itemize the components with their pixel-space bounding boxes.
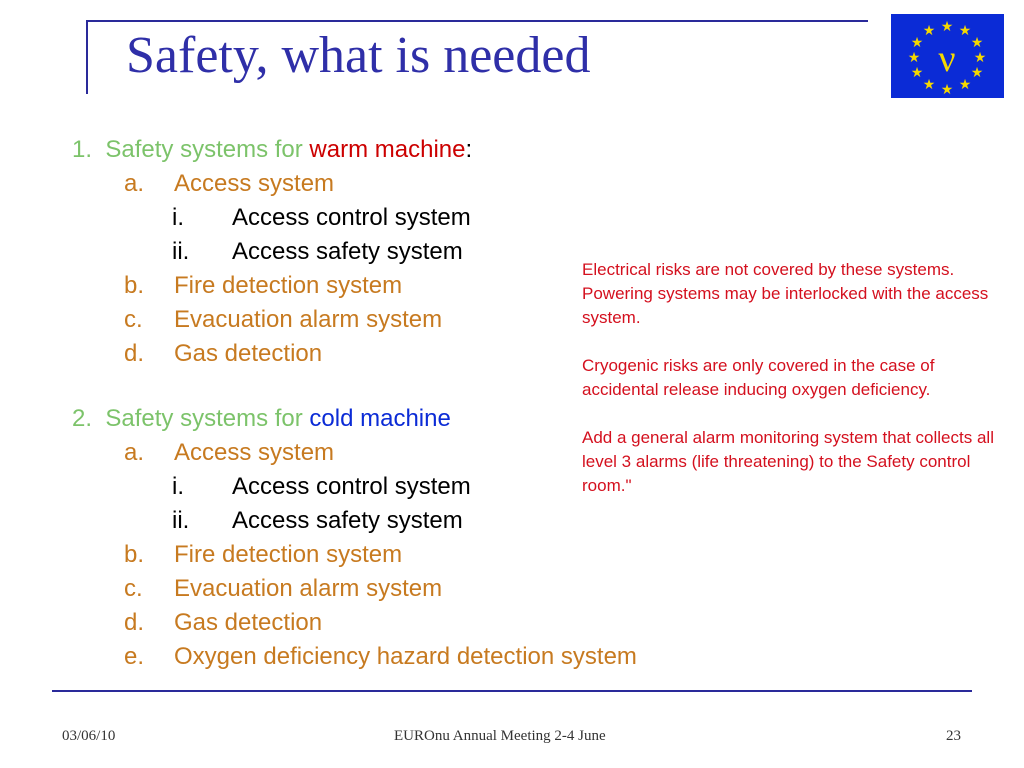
section2-item-e: e. Oxygen deficiency hazard detection system — [124, 643, 637, 670]
title-vertical-rule — [86, 20, 88, 94]
footer-rule — [52, 690, 972, 692]
footer-date: 03/06/10 — [62, 728, 116, 744]
footer-event: EUROnu Annual Meeting 2-4 June — [394, 728, 606, 744]
title-horizontal-rule — [86, 20, 868, 22]
section1-item-a-i: i. Access control system — [172, 204, 471, 231]
section1-item-d: d. Gas detection — [124, 340, 323, 367]
star-icon: ★ — [922, 22, 936, 38]
section2-number: 2. — [72, 405, 93, 432]
section2-item-c: c. Evacuation alarm system — [124, 575, 443, 602]
section2-item-a: a. Access system — [124, 439, 335, 466]
section2-item-b: b. Fire detection system — [124, 541, 403, 568]
star-icon: ★ — [940, 18, 954, 34]
star-icon: ★ — [970, 34, 984, 50]
star-icon: ★ — [910, 64, 924, 80]
risk-note-electrical: Electrical risks are not covered by these systems. Powering systems may be interlocked with the access system. — [582, 260, 989, 327]
section1-highlight: warm machine — [309, 136, 466, 163]
section1-number: 1. — [72, 136, 93, 163]
slide-title: Safety, what is needed — [126, 27, 591, 84]
footer-page-number: 23 — [946, 728, 961, 744]
star-icon: ★ — [973, 49, 987, 65]
section1-heading — [72, 136, 472, 164]
star-icon: ★ — [958, 22, 972, 38]
risk-note-general-alarm: Add a general alarm monitoring system that collects all level 3 alarms (life threatening) to the Safety control room." — [582, 428, 994, 495]
section1-item-b: b. Fire detection system — [124, 272, 403, 299]
risk-note — [582, 258, 1012, 522]
section2-prefix: Safety systems for — [105, 405, 303, 432]
section2-item-a-i: i. Access control system — [172, 473, 471, 500]
star-icon: ★ — [907, 49, 921, 65]
risk-note-cryogenic: Cryogenic risks are only covered in the case of accidental release inducing oxygen deficiency. — [582, 356, 935, 399]
star-icon: ★ — [970, 64, 984, 80]
section1-prefix: Safety systems for — [105, 136, 303, 163]
star-icon: ★ — [910, 34, 924, 50]
section2-item-d: d. Gas detection — [124, 609, 323, 636]
star-icon: ★ — [958, 76, 972, 92]
star-icon: ★ — [940, 81, 954, 97]
star-icon: ★ — [922, 76, 936, 92]
euronu-logo — [891, 14, 1004, 98]
section1-suffix: : — [465, 136, 473, 163]
section2-item-a-ii: ii. Access safety system — [172, 507, 463, 534]
section1-item-a-ii: ii. Access safety system — [172, 238, 463, 265]
section1-item-c: c. Evacuation alarm system — [124, 306, 443, 333]
section1-item-a: a. Access system — [124, 170, 335, 197]
section2-heading — [72, 405, 451, 433]
logo-nu-symbol: ν — [938, 38, 956, 80]
section2-highlight: cold machine — [309, 405, 451, 432]
